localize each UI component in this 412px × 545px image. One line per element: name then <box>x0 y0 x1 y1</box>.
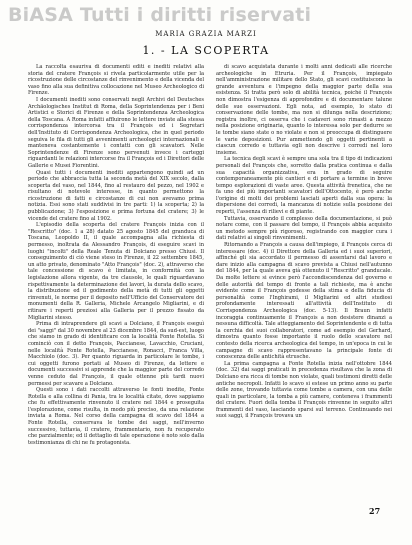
paragraph: La raccolta esauriva di documenti editi e inediti relativi alla storia del cratere François si rivela particolarmente utile per la ricostruzione delle circostanze del rinvenimento e della vicenda del vaso fino alla sua definitiva collocazione nel Museo Archeologico di Firenze. <box>28 64 204 97</box>
page-number: 27 <box>369 506 381 516</box>
paragraph: Quasi tutti i documenti inediti appartengono quindi ad un periodo che abbraccia tutta la seconda metà del XIX secolo, dalla scoperta del vaso, nel 1844, fino al restauro del pezzo, nel 1902 e risultano di notevole interesse, in quanto permettono la ricostruzione di fatti e circostanze di cui non avevamo prima notizia. Essi sono stati suddivisi in tre parti: 1) la scoperta; 2) la pubblicazione; 3) l'esposizione e prima fortuna del cratere; 3) le vicende del cratere fino al 1902. <box>28 169 204 222</box>
paragraph: Prima di intraprendere gli scavi a Dolciano, il François eseguì dei "saggi" dal 30 novembre al 23 dicembre 1844, da sud-est, luogo che siamo in grado di identificare con la località Fonte Rotella. Si cominciò con il detto François, Paccianese, Lavacchio, Cruciani, nelle località Fonte Rotella, Paccianese, Ronacci, Franca Villa, Macchiolo (doc. 3). Per quanto riguarda in particolare le tombe, i cui oggetti furono portati al Museo di Firenze, da lettere e documenti successivi si apprende che la maggior parte del corredo venne ceduto dal François, il quale ottenne più tardi nuovi permessi per scavare a Dolciano. <box>28 321 204 387</box>
running-header-author: MARIA GRAZIA MARZI <box>155 30 257 38</box>
paragraph: di scavo acquistata durante i molti anni dedicati alle ricerche archeologiche in Etruria. Per il François, impiegato nell'amministrazione militare dello Stato, gli scavi costituiscono la grande avventura e l'impegno della maggior parte della sua esistenza. Si tratta però solo di abilità tecnica, poiché il François non dimostra l'esigenza di approfondire e di documentare talune delle sue osservazioni. Egli nota, ad esempio, lo stato di conservazione delle tombe, ma non si dilunga nella descrizione; registra inoltre, ci osserva che i cadaveri sono rimasti a mezzo nella posizione originaria, quanto lo interessa solo per dedurre se le tombe siano state o no violate e non si preoccupa di distinguere le varie deposizioni. Pur ammettendo gli oggetti pertinenti a ciascun corredo e tuttavia egli non descrive i corredi nel loro insieme. <box>216 64 392 156</box>
text-column-left <box>28 64 204 516</box>
paragraph: L'episodio della scoperta del cratere François inizia con il "Rescritto" (doc. 1 a 28) datato 25 agosto 1845 del granduca di Toscana, Leopoldo II, il quale accompagna alla richiesta di permesso, inoltrata da Alessandro François, di eseguire scavi in luoghi "incolti" della Reale Tenuta di Dolciano presso Chiusi. Il conseguimento di ciò viene steso in Firenze, il 22 settembre 1845, un atto privato, denominato "Atto François" (doc. 2), attraverso che tale concessione di scavo è limitata, in conformità con la legislazione allora vigente, da tre clausole, le quali riguardavano rispettivamente la determinazione dei lavori, la durata dello scavo, la distribuzione ed il godimento della metà di tutti gli oggetti rinvenuti, le norme per il deposito nell'Ufficio del Conservatore dei monumenti della R. Galleria, Michele Arcangelo Migliarini, e di ritirare i reperti preziosi alla Galleria per il prezzo fissato da Migliarini stesso. <box>28 222 204 321</box>
paragraph: Ritornando a François a causa dell'impiego, il François cerca di interessare (doc. 4) il Direttore della Galleria ed i suoi superiori, affinché gli sia accordato il permesso di assentarsi dal lavoro e dare inizio alla campagna di scavo prevista a Chiusi nell'autunno del 1844, per la quale aveva già ottenuto il "Rescritto" granducale. Da molte lettere si evince però l'accondiscendenza del governo e delle autorità del tempo di fronte a tali richieste, ma è anche evidente come il François godesse della stima e della fiducia di personalità come l'Inghirami, il Migliarini ed altri studiosi profondamente interessati all'attività dell'Instituto di Corrispondenza Archeologica (doc. 5-13). Il Braun infatti incoraggia continuamente il François a non desistere dinanzi a nessuna difficoltà. Tale atteggiamento del Soprintendente e di tutta la cerchia dei suoi collaboratori, come ad esempio del Gerhard, dimostra quanto fosse importante il ruolo dello scavatore nel contesto della ricerca archeologica del tempo, in un'epoca in cui le campagne di scavo rappresentavano la principale fonte di conoscenza delle antichità etrusche. <box>216 242 392 361</box>
paragraph: Tuttavia, osservando il complesso della documentazione, si può notare come, con il passare del tempo, il François abbia acquisito un metodo sempre più rigoroso, registrando con maggior cura i dati relativi ai singoli rinvenimenti. <box>216 215 392 242</box>
text-column-right <box>216 64 392 520</box>
paragraph: La tecnica degli scavi è sempre una sola tra il tipo di indicazioni personali del François che, sorretto dalla pratica continua e dalla sua capacità organizzativa, era in grado di seguire contemporaneamente più cantieri e di portare a termine in breve tempo esplorazioni di vaste aree. Questa attività frenetica, che ne fa uno dei più importanti scavatori dell'Ottocento, è però anche l'origine di molti dei problemi lasciati aperti dalla sua opera: la dispersione dei corredi, la mancanza di notizie sulla posizione dei reperti, l'assenza di rilievi e di piante. <box>216 156 392 216</box>
paragraph: Questi sono i dati raccolti attraverso le fonti inedite, Fonte Rotella e alla collina di Pania, tra le località citate, dove sappiamo che fu effettivamente rinvenuto il cratere nel 1844 e proseguita l'esplorazione, come risulta, in modo più preciso, da una relazione inviata a Roma. Nel corso della campagna di scavo del 1844 a Fonte Rotella, conservava le tombe dei saggi, nell'inverno successivo, tuttavia, il cratere, frammentario, non fu recuperato che parzialmente; ed il dettaglio di tale operazione è noto solo dalla testimonianza di chi ne fu protagonista. <box>28 387 204 446</box>
paragraph: La prima campagna a Fonte Rotella inizia nell'ottobre 1844 (doc. 32) dai saggi praticati in precedenza risultava che la zona di Dolciano era ricca di tombe non violate, quali testimoni diretti delle antiche necropoli. Infatti lo scavo si estese un primo anno su parte delle zone, trovando tuttavia come tombe a camera, con una delle quali in particolare, la tomba a più camere, conteneva i frammenti del cratere. Fuori della tomba il François rinvenne in seguito altri frammenti del vaso, lasciando sparsi sul terreno. Continuando nei suoi saggi, il François trovava un <box>216 360 392 420</box>
watermark-banner: BiASA Tutti i diritti riservati <box>8 4 312 26</box>
paragraph: I documenti inediti sono conservati negli Archivi del Deutsches Archäologisches Institut di Roma, della Soprintendenza per i Beni Artistici e Storici di Firenze e della Soprintendenza Archeologica della Toscana. A Roma infatti affluirono le lettere inviate alla stessa corrispondenza intercorsa tra il François ed i Segretari dell'Instituto di Corrispondenza Archeologica, che in quel periodo seguiva le fila di tutti gli avvenimenti archeologici internazionali e manteneva costantemente i contatti con gli scavatori. Nelle Soprintendenze di Firenze sono pervenuti invece i carteggi riguardanti le relazioni intercorse fra il François ed i Direttori delle Gallerie e Musei Fiorentini. <box>28 96 204 169</box>
chapter-title: 1. - LA SCOPERTA <box>142 44 270 57</box>
